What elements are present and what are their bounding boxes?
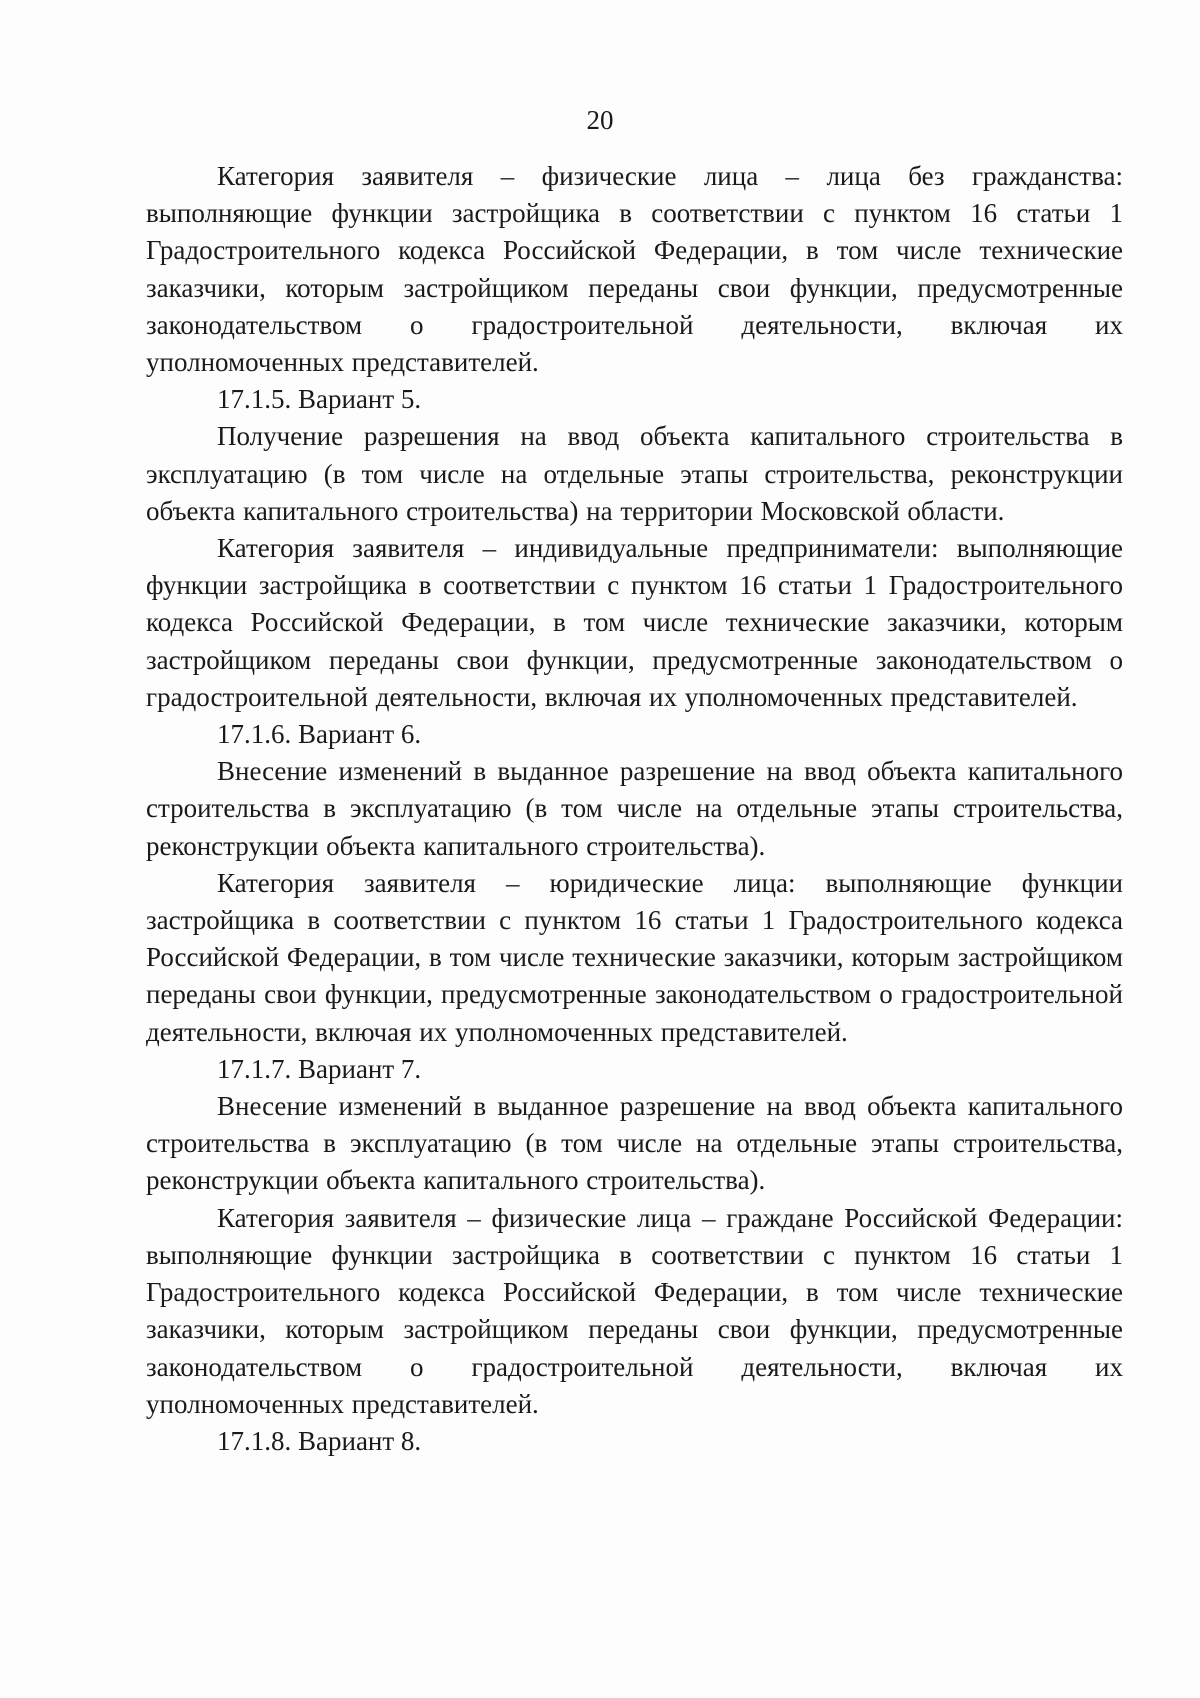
paragraph-variant-5-description: Получение разрешения на ввод объекта капитального строительства в эксплуатацию (в том числе на отдельные этапы строительства, реконструкции объекта капитального строительства) на территории Московской области. bbox=[146, 421, 1123, 526]
section-heading-variant-5: 17.1.5. Вариант 5. bbox=[217, 384, 422, 415]
paragraph-applicant-category-citizens: Категория заявителя – физические лица – граждане Российской Федерации: выполняющие функции застройщика в соответствии с пунктом 16 статьи 1 Градостроительного кодекса Российской Федерации, в том числе технические заказчики, которым застройщиком переданы свои функции, предусмотренные законодательством о градостроительной деятельности, включая их уполномоченных представителей. bbox=[146, 1202, 1123, 1419]
paragraph-variant-7-description: Внесение изменений в выданное разрешение на ввод объекта капитального строительства в эксплуатацию (в том числе на отдельные этапы строительства, реконструкции объекта капитального строительства). bbox=[146, 1091, 1123, 1196]
section-heading-variant-7: 17.1.7. Вариант 7. bbox=[217, 1053, 422, 1084]
section-heading-variant-8: 17.1.8. Вариант 8. bbox=[217, 1425, 422, 1456]
document-body bbox=[146, 158, 1123, 1460]
paragraph-applicant-category-stateless: Категория заявителя – физические лица – лица без гражданства: выполняющие функции застройщика в соответствии с пунктом 16 статьи 1 Градостроительного кодекса Российской Федерации, в том числе технические заказчики, которым застройщиком переданы свои функции, предусмотренные законодательством о градостроительной деятельности, включая их уполномоченных представителей. bbox=[146, 161, 1123, 378]
paragraph-applicant-category-legal-entities: Категория заявителя – юридические лица: выполняющие функции застройщика в соответствии с пунктом 16 статьи 1 Градостроительного кодекса Российской Федерации, в том числе технические заказчики, которым застройщиком переданы свои функции, предусмотренные законодательством о градостроительной деятельности, включая их уполномоченных представителей. bbox=[146, 867, 1123, 1047]
paragraph-variant-6-description: Внесение изменений в выданное разрешение на ввод объекта капитального строительства в эксплуатацию (в том числе на отдельные этапы строительства, реконструкции объекта капитального строительства). bbox=[146, 756, 1123, 861]
page-number: 20 bbox=[586, 105, 614, 135]
paragraph-applicant-category-entrepreneurs: Категория заявителя – индивидуальные предприниматели: выполняющие функции застройщика в соответствии с пунктом 16 статьи 1 Градостроительного кодекса Российской Федерации, в том числе технические заказчики, которым застройщиком переданы свои функции, предусмотренные законодательством о градостроительной деятельности, включая их уполномоченных представителей. bbox=[146, 533, 1123, 712]
section-heading-variant-6: 17.1.6. Вариант 6. bbox=[217, 719, 422, 750]
